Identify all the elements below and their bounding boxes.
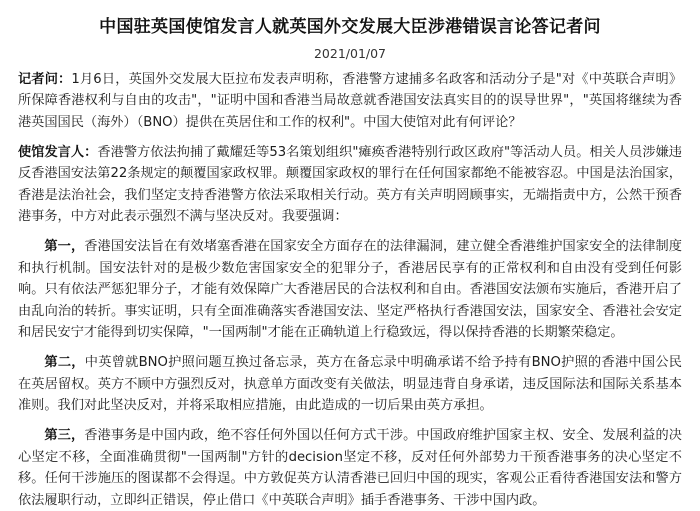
paragraph-lead: 记者问： [18,71,72,87]
paragraph-answer [18,142,682,228]
paragraph-text: 中英曾就BNO护照问题互换过备忘录，英方在备忘录中明确承诺不给予持有BNO护照的香港中国公民在英居留权。英方不顾中方强烈反对，执意单方面改变有关做法，明显违背自身承诺，违反国际法和国际关系基本准则。我们对此坚决反对，并将采取相应措施，由此造成的一切后果由英方承担。 [18,355,682,414]
paragraph-text: 1月6日，英国外交发展大臣拉布发表声明称，香港警方逮捕多名政客和活动分子是"对《中英联合声明》所保障香港权利与自由的攻击"，"证明中国和香港当局故意就香港国安法真实目的的误导世界"，"英国将继续为香港英国国民（海外）（BNO）提供在英居住和工作的权利"。中国大使馆对此有何评论？ [18,71,683,130]
paragraph-text: 香港国安法旨在有效堵塞香港在国家安全方面存在的法律漏洞，建立健全香港维护国家安全的法律制度和执行机制。国安法针对的是极少数危害国家安全的犯罪分子，香港居民享有的正常权利和自由没有受到任何影响。只有依法严惩犯罪分子，才能有效保障广大香港居民的合法权利和自由。香港国安法颁布实施后，香港开启了由乱向治的转折。事实证明，只有全面准确落实香港国安法、坚定严格执行香港国安法，国家安全、香港社会安定和居民安宁才能得到切实保障，"一国两制"才能在正确轨道上行稳致远，得以保持香港的长期繁荣稳定。 [18,239,682,340]
paragraph-point-one [18,236,682,343]
paragraph-point-two [18,352,682,416]
paragraph-point-three [18,425,682,511]
paragraph-lead: 第二， [44,355,85,371]
publish-date: 2021/01/07 [313,45,387,61]
page-title: 中国驻英国使馆发言人就英国外交发展大臣涉港错误言论答记者问 [99,17,601,37]
paragraph-lead: 使馆发言人： [18,144,98,160]
paragraph-question [18,69,682,133]
paragraph-lead: 第一， [44,239,85,255]
paragraph-lead: 第三， [44,428,85,444]
paragraph-text: 香港警方依法拘捕了戴耀廷等53名策划组织"瘫痪香港特别行政区政府"等活动人员。相关人员涉嫌违反香港国安法第22条规定的颠覆国家政权罪。颠覆国家政权的罪行在任何国家都绝不能被容忍。中国是法治国家，香港是法治社会，我们坚定支持香港警方依法采取相关行动。英方有关声明罔顾事实，无端指责中方，公然干预香港事务，中方对此表示强烈不满与坚决反对。我要强调： [18,144,682,225]
paragraph-text: 香港事务是中国内政，绝不容任何外国以任何方式干涉。中国政府维护国家主权、安全、发展利益的决心坚定不移，全面准确贯彻"一国两制"方针的decision坚定不移，反对任何外部势力干预香港事务的决心坚定不移。任何干涉施压的图谋都不会得逞。中方敦促英方认清香港已回归中国的现实，客观公正看待香港国安法和警方依法履职行动，立即纠正错误，停止借口《中英联合声明》插手香港事务、干涉中国内政。 [18,428,682,508]
